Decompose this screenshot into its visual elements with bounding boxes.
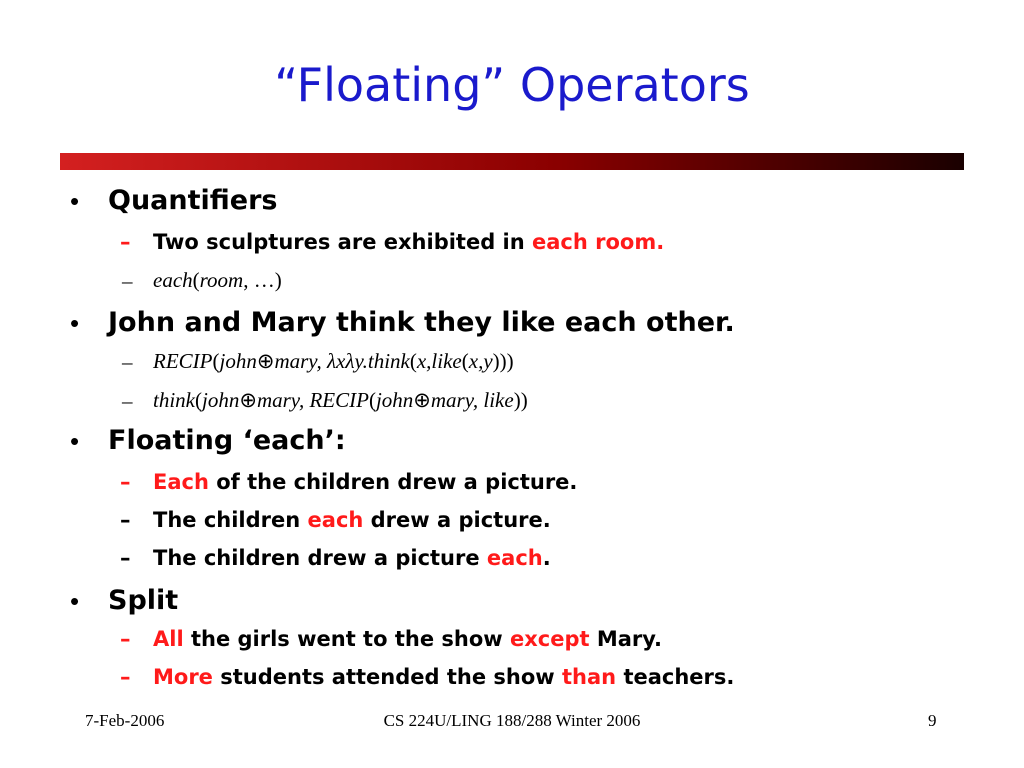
bullet-marker: • (70, 426, 80, 456)
dash-marker: – (120, 665, 131, 689)
dash-marker: – (120, 508, 131, 532)
example-each-of-children: Each of the children drew a picture. (153, 470, 578, 494)
dash-marker: – (122, 350, 133, 374)
slide-title: “Floating” Operators (274, 58, 750, 112)
example-children-each-drew: The children each drew a picture. (153, 508, 551, 532)
bullet-floating-each: Floating ‘each’: (108, 425, 346, 456)
example-more-than: More students attended the show than teachers. (153, 665, 735, 689)
example-picture-each: The children drew a picture each. (153, 546, 551, 570)
footer-course: CS 224U/LING 188/288 Winter 2006 (383, 711, 641, 730)
dash-marker: – (120, 546, 131, 570)
bullet-marker: • (70, 308, 80, 338)
bullet-quantifiers: Quantifiers (108, 185, 278, 216)
footer-date: 7-Feb-2006 (85, 711, 165, 730)
slide-number: 9 (928, 711, 937, 730)
dash-marker: – (122, 269, 133, 293)
dash-marker: – (120, 470, 131, 494)
bullet-john-mary: John and Mary think they like each other. (108, 307, 735, 338)
example-two-sculptures: Two sculptures are exhibited in each room. (153, 230, 665, 254)
formula-recip: RECIP(john⊕mary, λxλy.think(x,like(x,y))) (153, 349, 514, 373)
dash-marker: – (120, 627, 131, 651)
example-all-except: All the girls went to the show except Mary. (153, 627, 663, 651)
formula-each-room: each(room, …) (153, 268, 282, 292)
bullet-split: Split (108, 585, 179, 616)
dash-marker: – (122, 389, 133, 413)
bullet-marker: • (70, 186, 80, 216)
formula-think: think(john⊕mary, RECIP(john⊕mary, like)) (153, 388, 528, 412)
bullet-marker: • (70, 586, 80, 616)
dash-marker: – (120, 230, 131, 254)
